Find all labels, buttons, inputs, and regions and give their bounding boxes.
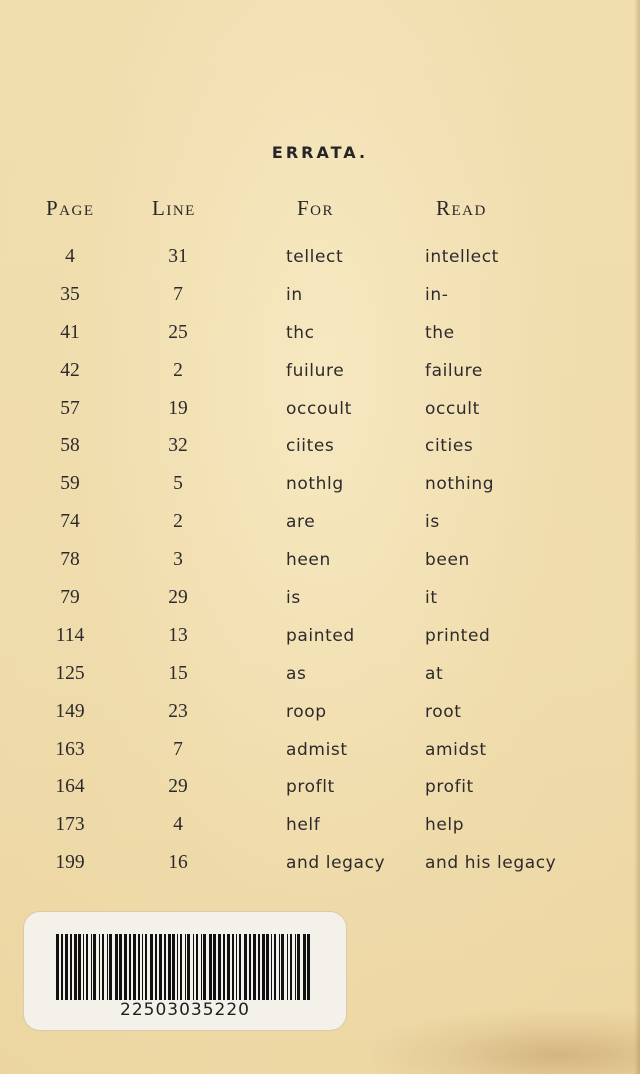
line-number: 5 <box>173 473 183 495</box>
corrected-text: in- <box>425 284 449 305</box>
line-number: 16 <box>168 852 188 874</box>
line-number: 7 <box>173 738 183 760</box>
corrected-text: failure <box>425 360 483 381</box>
line-number: 2 <box>173 359 183 381</box>
barcode-bar <box>138 934 140 1000</box>
page-number: 163 <box>55 738 85 760</box>
barcode-bar <box>193 934 194 1000</box>
corrected-text: printed <box>425 625 491 646</box>
errata-row <box>0 467 640 505</box>
page-number: 199 <box>55 852 85 874</box>
barcode-bar <box>218 934 221 1000</box>
corrected-text: it <box>425 588 438 609</box>
barcode-bar <box>203 934 206 1000</box>
barcode-bar <box>290 934 292 1000</box>
page-number: 79 <box>60 587 80 609</box>
corrected-text: nothing <box>425 474 495 495</box>
barcode-bar <box>124 934 127 1000</box>
barcode-bar <box>74 934 77 1000</box>
corrected-text: is <box>425 512 440 533</box>
line-number: 31 <box>168 246 188 267</box>
erroneous-text: ciites <box>286 436 335 457</box>
barcode-bar <box>187 934 190 1000</box>
barcode-bar <box>168 934 171 1000</box>
barcode-bar <box>93 934 96 1000</box>
erroneous-text: proflt <box>286 777 335 798</box>
erroneous-text: nothlg <box>286 474 344 495</box>
erroneous-text: are <box>286 512 316 533</box>
barcode-bar <box>209 934 212 1000</box>
erroneous-text: in <box>286 284 303 305</box>
page-number: 78 <box>60 549 80 571</box>
barcode-bar <box>159 934 162 1000</box>
barcode-bar <box>223 934 225 1000</box>
corrected-text: at <box>425 663 444 684</box>
barcode-number: 22503035220 <box>120 1000 250 1020</box>
barcode-bar <box>129 934 131 1000</box>
corrected-text: profit <box>425 777 474 798</box>
barcode-bar <box>232 934 234 1000</box>
erroneous-text: as <box>286 663 307 684</box>
line-number: 23 <box>168 700 188 722</box>
line-number: 3 <box>173 549 183 571</box>
barcode-bar <box>281 934 284 1000</box>
barcode-bar <box>70 934 72 1000</box>
page-number: 74 <box>60 511 80 533</box>
barcode-bar <box>115 934 118 1000</box>
barcode-bar <box>271 934 272 1000</box>
errata-row <box>0 505 640 543</box>
line-number: 2 <box>173 511 183 533</box>
errata-row <box>0 846 640 884</box>
errata-row <box>0 770 640 808</box>
barcode-bar <box>303 934 306 1000</box>
barcode-bar <box>258 934 260 1000</box>
barcode-bar <box>295 934 296 1000</box>
page-number: 57 <box>60 397 80 419</box>
line-number: 15 <box>168 662 188 684</box>
corrected-text: intellect <box>425 247 499 267</box>
barcode-bar <box>91 934 92 1000</box>
erroneous-text: and legacy <box>286 853 386 874</box>
erroneous-text: is <box>286 588 301 609</box>
erroneous-text: heen <box>286 550 331 571</box>
barcode-bar <box>297 934 300 1000</box>
column-header-line: Line <box>152 196 196 220</box>
barcode-bar <box>253 934 256 1000</box>
erroneous-text: fuilure <box>286 360 345 381</box>
erroneous-text: roop <box>286 701 327 722</box>
page-number: 42 <box>60 359 80 381</box>
column-header-page: Page <box>46 196 95 220</box>
page-number: 164 <box>55 776 85 798</box>
barcode-bar <box>172 934 175 1000</box>
barcode-bar <box>155 934 157 1000</box>
errata-row <box>0 392 640 430</box>
errata-row <box>0 543 640 581</box>
barcode-bar <box>177 934 178 1000</box>
corrected-text: cities <box>425 436 474 457</box>
barcode-bar <box>236 934 237 1000</box>
erroneous-text: painted <box>286 625 355 646</box>
library-barcode-label <box>24 912 346 1030</box>
errata-row <box>0 354 640 392</box>
errata-table <box>0 240 640 884</box>
errata-title: ERRATA. <box>271 143 369 162</box>
errata-row <box>0 581 640 619</box>
barcode-bar <box>145 934 147 1000</box>
barcode-bar <box>133 934 136 1000</box>
page-number: 149 <box>55 700 85 722</box>
line-number: 29 <box>168 776 188 798</box>
corrected-text: root <box>425 701 462 722</box>
erroneous-text: thc <box>286 322 315 343</box>
barcode-bar <box>227 934 230 1000</box>
barcode-bar <box>56 934 59 1000</box>
erroneous-text: helf <box>286 815 321 836</box>
line-number: 7 <box>173 283 183 305</box>
line-number: 32 <box>168 435 188 457</box>
barcode-bar <box>274 934 276 1000</box>
barcode-bar <box>279 934 280 1000</box>
paper-stain <box>370 1010 640 1074</box>
barcode-graphic <box>56 934 312 1000</box>
line-number: 4 <box>173 814 183 836</box>
barcode-bar <box>61 934 63 1000</box>
errata-row <box>0 733 640 771</box>
barcode-bar <box>150 934 153 1000</box>
corrected-text: been <box>425 550 470 571</box>
barcode-bar <box>287 934 288 1000</box>
barcode-bar <box>249 934 251 1000</box>
corrected-text: amidst <box>425 739 487 760</box>
barcode-bar <box>196 934 198 1000</box>
barcode-bar <box>83 934 84 1000</box>
barcode-bar <box>99 934 100 1000</box>
barcode-bar <box>119 934 122 1000</box>
line-number: 13 <box>168 624 188 646</box>
errata-row <box>0 316 640 354</box>
barcode-bar <box>213 934 216 1000</box>
corrected-text: and his legacy <box>425 853 557 874</box>
barcode-bar <box>307 934 310 1000</box>
barcode-bar <box>109 934 112 1000</box>
barcode-bar <box>239 934 241 1000</box>
barcode-bar <box>102 934 104 1000</box>
barcode-bar <box>185 934 186 1000</box>
barcode-bar <box>86 934 88 1000</box>
page-number: 41 <box>60 321 80 343</box>
barcode-bar <box>65 934 68 1000</box>
line-number: 25 <box>168 321 188 343</box>
erroneous-text: tellect <box>286 247 344 267</box>
errata-row <box>0 429 640 467</box>
page-number: 173 <box>55 814 85 836</box>
page-number: 59 <box>60 473 80 495</box>
page-number: 125 <box>55 662 85 684</box>
page-number: 58 <box>60 435 80 457</box>
errata-row <box>0 657 640 695</box>
erroneous-text: occoult <box>286 398 352 419</box>
barcode-bar <box>262 934 265 1000</box>
barcode-bar <box>244 934 247 1000</box>
corrected-text: help <box>425 815 465 836</box>
barcode-bar <box>164 934 166 1000</box>
page-number: 4 <box>65 246 75 267</box>
barcode-bar <box>180 934 182 1000</box>
errata-row <box>0 619 640 657</box>
barcode-bar <box>142 934 143 1000</box>
page-number: 114 <box>55 624 85 646</box>
column-header-read: Read <box>436 196 487 220</box>
errata-row <box>0 808 640 846</box>
errata-row <box>0 695 640 733</box>
barcode-bar <box>78 934 81 1000</box>
barcode-bar <box>266 934 269 1000</box>
column-header-for: For <box>297 196 335 220</box>
errata-row <box>0 278 640 316</box>
erroneous-text: admist <box>286 739 348 760</box>
corrected-text: occult <box>425 398 480 419</box>
line-number: 19 <box>168 397 188 419</box>
barcode-bar <box>107 934 108 1000</box>
page-number: 35 <box>60 283 80 305</box>
corrected-text: the <box>425 322 455 343</box>
line-number: 29 <box>168 587 188 609</box>
page-edge-shadow <box>634 0 640 1074</box>
errata-row <box>0 240 640 278</box>
barcode-bar <box>201 934 202 1000</box>
